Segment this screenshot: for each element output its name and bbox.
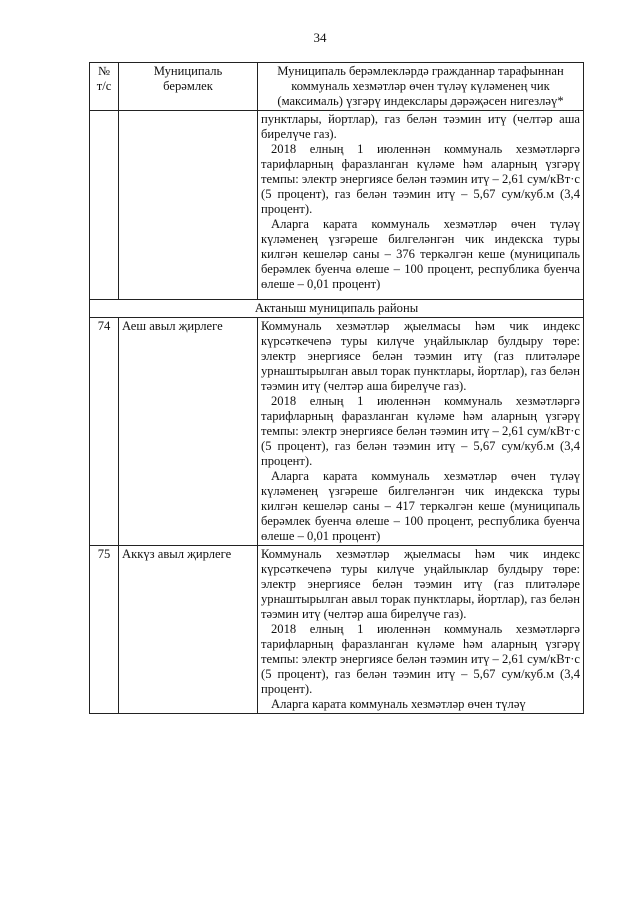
row-number: 75: [90, 546, 119, 714]
municipality-name: Аеш авыл җирлеге: [119, 318, 258, 546]
paragraph: Аларга карата коммуналь хезмәтләр өчен түләү: [271, 697, 526, 711]
paragraph: Коммуналь хезмәтләр җыелмасы һәм чик индекс күрсәткечenә туры килүче уңайлыклар булдыру төре: электр энергиясе белән тәэмин итү (газ плитәләре урнаштырылган авыл торак пунктлары, йортлар), газ белән тәэмин итү (челтәр аша бирелүче газ).: [261, 547, 580, 621]
municipality-name: Аккүз авыл җирлеге: [119, 546, 258, 714]
table-row: [90, 546, 584, 714]
header-municipality: Муниципаль берәмлек: [119, 63, 258, 111]
cell-content: [258, 546, 584, 714]
paragraph: Коммуналь хезмәтләр җыелмасы һәм чик индекс күрсәткечenә туры килүче уңайлыклар булдыру төре: электр энергиясе белән тәэмин итү (газ плитәләре урнаштырылган авыл торак пунктлары, йортлар), газ белән тәэмин итү (челтәр аша бирелүче газ).: [261, 319, 580, 393]
paragraph: Аларга карата коммуналь хезмәтләр өчен түләү күләменең үзгәреше билгеләнгән чик индекска туры килгән кешеләр саны – 417 теркәлгән кеше (муниципаль берәмлек буенча өлеше – 100 процент, республика буенча өлеше – 0,01 процент): [261, 469, 580, 543]
paragraph: 2018 елның 1 июленнән коммуналь хезмәтләргә тарифларның фаразланган күләме һәм аларның үзгәрү темпы: электр энергиясе белән тәэмин итү – 2,61 сум/кВт·с (5 процент), газ белән тәэмин итү – 5,67 сум/куб.м (3,4 процент).: [261, 142, 580, 216]
paragraph: 2018 елның 1 июленнән коммуналь хезмәтләргә тарифларның фаразланган күләме һәм аларның үзгәрү темпы: электр энергиясе белән тәэмин итү – 2,61 сум/кВт·с (5 процент), газ белән тәэмин итү – 5,67 сум/куб.м (3,4 процент).: [261, 622, 580, 696]
district-row: [90, 300, 584, 318]
table-header-row: [90, 63, 584, 111]
district-heading: Актаныш муниципаль районы: [90, 300, 584, 318]
cell-number: [90, 111, 119, 300]
paragraph: пунктлары, йортлар), газ белән тәэмин итү (челтәр аша бирелүче газ).: [261, 112, 580, 141]
table-row: [90, 318, 584, 546]
cell-content: [258, 111, 584, 300]
page-number: 34: [313, 30, 327, 45]
paragraph: Аларга карата коммуналь хезмәтләр өчен түләү күләменең үзгәреше билгеләнгән чик индекска туры килгән кешеләр саны – 376 теркәлгән кеше (муниципаль берәмлек буенча өлеше – 100 процент, республика буенча өлеше – 0,01 процент): [261, 217, 580, 291]
cell-municipality: [119, 111, 258, 300]
row-number: 74: [90, 318, 119, 546]
cell-content: [258, 318, 584, 546]
paragraph: 2018 елның 1 июленнән коммуналь хезмәтләргә тарифларның фаразланган күләме һәм аларның үзгәрү темпы: электр энергиясе белән тәэмин итү – 2,61 сум/кВт·с (5 процент), газ белән тәэмин итү – 5,67 сум/куб.м (3,4 процент).: [261, 394, 580, 468]
header-number: № т/с: [90, 63, 119, 111]
table-row-continuation: [90, 111, 584, 300]
index-table: [89, 62, 584, 714]
header-index-rationale: Муниципаль берәмлекләрдә гражданнар тарафыннан коммуналь хезмәтләр өчен түләү күләменең чик (максималь) үзгәрү индекслары дәрәҗәсен нигезләү*: [258, 63, 584, 111]
